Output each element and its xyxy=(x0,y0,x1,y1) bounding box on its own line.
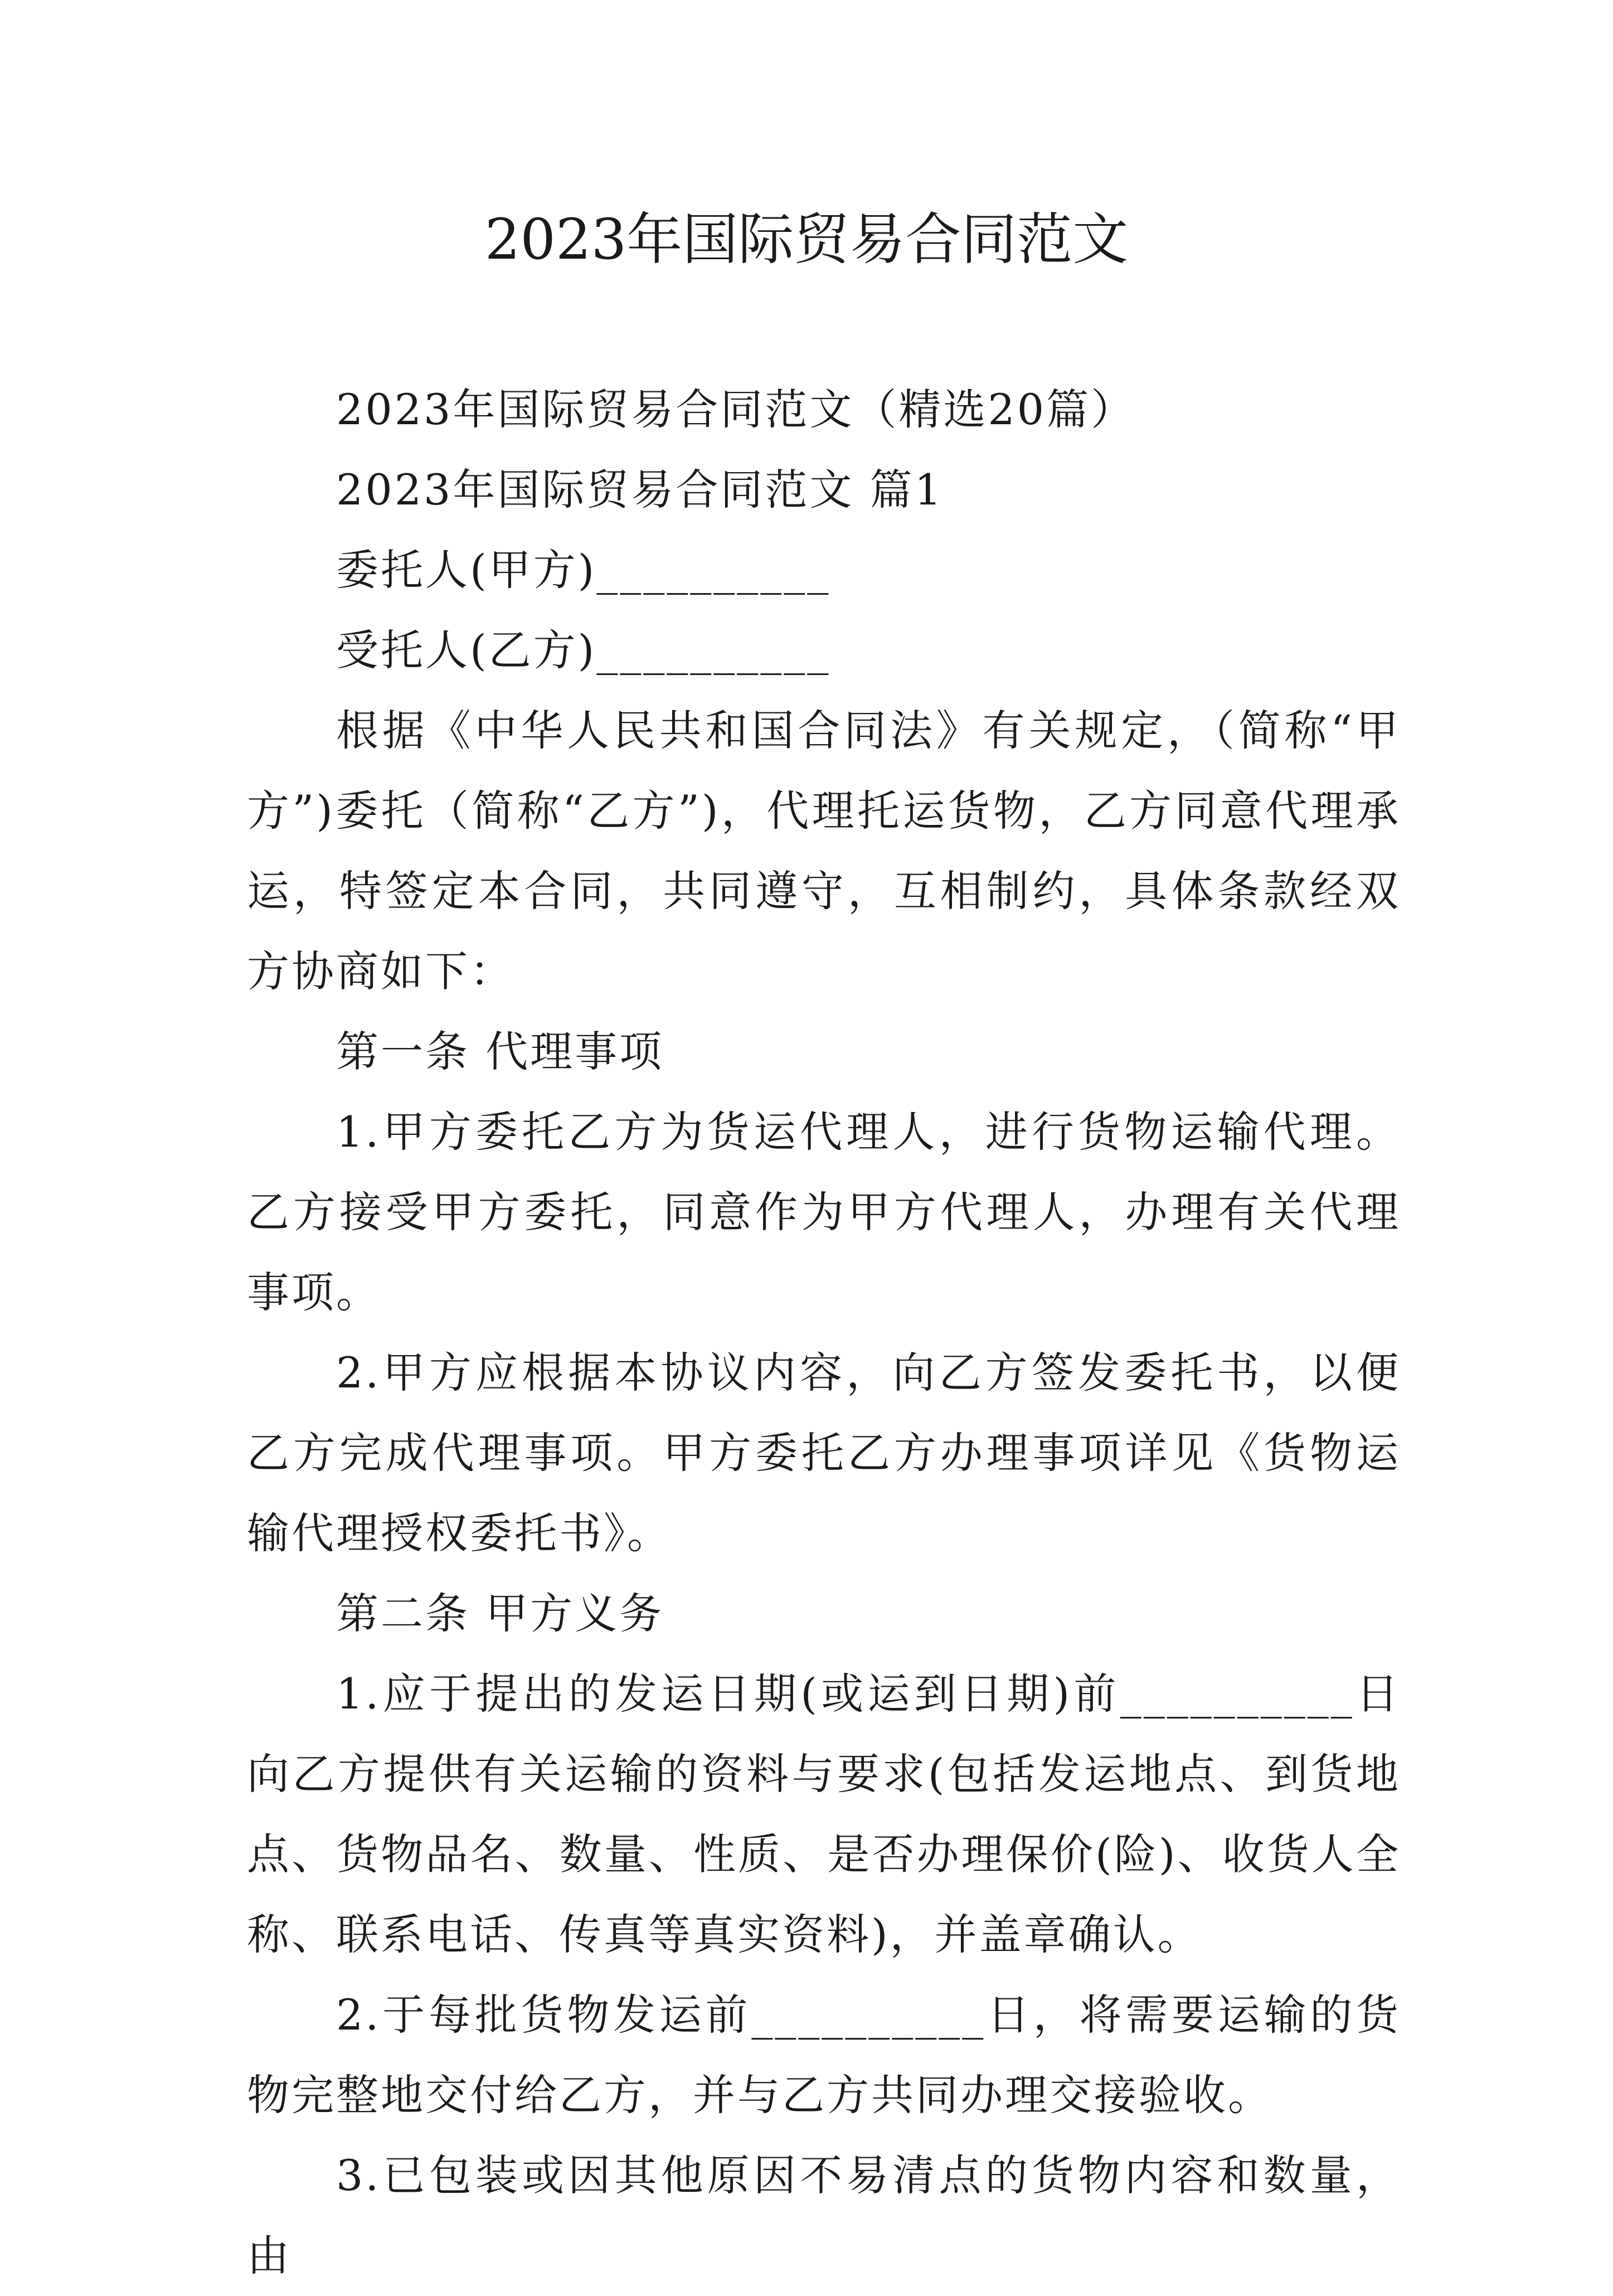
paragraph-article-2-item-1: 1.应于提出的发运日期(或运到日期)前__________日向乙方提供有关运输的资料与要求(包括发运地点、到货地点、货物品名、数量、性质、是否办理保价(险)、收货人全称、联系电话、传真等真实资料)，并盖章确认。 xyxy=(247,1669,1401,1959)
paragraph-subtitle: 2023年国际贸易合同范文（精选20篇） xyxy=(336,385,1136,434)
paragraph-article-2-item-3: 3.已包装或因其他原因不易清点的货物内容和数量，由 xyxy=(247,2151,1401,2280)
paragraph-article-1-item-1: 1.甲方委托乙方为货运代理人，进行货物运输代理。乙方接受甲方委托，同意作为甲方代理人，办理有关代理事项。 xyxy=(247,1107,1401,1317)
paragraph-principal-party: 委托人(甲方)__________ xyxy=(336,545,831,595)
paragraph-article-heading: 2023年国际贸易合同范文 篇1 xyxy=(336,465,944,514)
paragraph-article-1-item-2: 2.甲方应根据本协议内容，向乙方签发委托书，以便乙方完成代理事项。甲方委托乙方办理事项详见《货物运输代理授权委托书》。 xyxy=(247,1348,1401,1558)
section-heading-article-1: 第一条 代理事项 xyxy=(336,1027,664,1076)
document-title: 2023年国际贸易合同范文 xyxy=(484,207,1129,272)
paragraph-preamble: 根据《中华人民共和国合同法》有关规定，（简称“甲方”)委托（简称“乙方”)，代理托运货物，乙方同意代理承运，特签定本合同，共同遵守，互相制约，具体条款经双方协商如下： xyxy=(247,706,1401,996)
paragraph-article-2-item-2: 2.于每批货物发运前__________日，将需要运输的货物完整地交付给乙方，并与乙方共同办理交接验收。 xyxy=(247,1990,1401,2120)
paragraph-agent-party: 受托人(乙方)__________ xyxy=(336,625,831,675)
section-heading-article-2: 第二条 甲方义务 xyxy=(336,1589,664,1638)
document-body xyxy=(247,370,1401,2296)
